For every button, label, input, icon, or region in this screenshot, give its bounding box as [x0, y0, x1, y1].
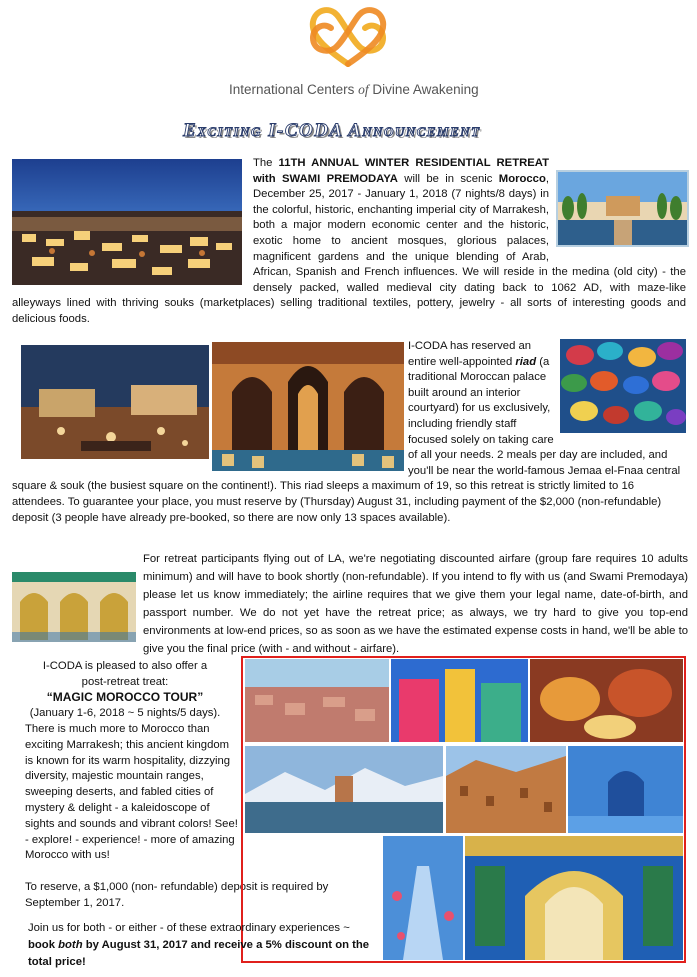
- palace-doors-photo: [12, 572, 136, 642]
- tour-reserve: To reserve, a $1,000 (non- refundable) deposit is required by September 1, 2017.: [25, 881, 329, 909]
- closing-offer: Join us for both - or either - of these extraordinary experiences ~ book both by August 31, 2017 and receive a 5% discount on the total price!: [28, 922, 370, 968]
- announcement-title: Exciting I-CODA Announcement: [183, 120, 481, 141]
- tagine-food-photo: [530, 659, 683, 742]
- blue-alley-photo: [383, 836, 463, 960]
- org-name: International Centers of Divine Awakening: [229, 82, 479, 97]
- mountain-lake-photo: [245, 746, 443, 833]
- logo: [303, 2, 393, 72]
- tour-description: There is much more to Morocco than exciting Marrakesh; this ancient kingdom is known for its warm hospitality, dizzying diversity, majestic mountain ranges, sweeping deserts, and fabled cities of mystery & delight - a kaleidoscope of sights and sounds and vibrant colors! See! - explore! - experience! - more of amazing Morocco with us!: [25, 723, 238, 862]
- riad-description: I-CODA has reserved an entire well-appointed riad (a traditional Moroccan palace built around an interior courtyard) for us exclusively, including friendly staff focused solely on taking care of all your needs. 2 meals per day are included, and you'll be near the world-famous Jemaa el-Fnaa central square & souk (the busiest square on the continent!). This riad sleeps a maximum of 19, so this retreat is strictly limited to 16 attendees. To guarantee your place, you must reserve by (Thursday) August 31, including payment of the $2,000 (non-refundable) deposit (3 people have already pre-booked, so there are now only 13 spaces available).: [12, 340, 681, 524]
- retreat-intro: The 11TH ANNUAL WINTER RESIDENTIAL RETREAT with SWAMI PREMODAYA will be in scenic Morocco, December 25, 2017 - January 1, 2018 (7 nights/8 days) in the colorful, historic, enchanting imperial city of Marrakesh, both a major modern economic center and the historic, exotic home to ancient mosques, glorious palaces, magnificent gardens and the unique blending of Arab, African, Spanish and French influences. We will reside in the medina (old city) - the densely packed, walled medieval city dating back to 1062 AD, with maze-like alleyways lined with thriving souks (marketplaces) selling traditional textiles, pottery, jewelry - all sorts of interesting goods and delicious foods.: [12, 157, 686, 325]
- ornate-gate-photo: [465, 836, 683, 960]
- tour-intro-block: I-CODA is pleased to also offer a post-retreat treat: “MAGIC MOROCCO TOUR” (January 1-6, 2018 ~ 5 nights/5 days).: [10, 659, 240, 721]
- heart-infinity-icon: [303, 2, 393, 72]
- airfare-info: For retreat participants flying out of LA, we're negotiating discounted airfare (group fare requires 10 adults minimum) and will have to book shortly (non-refundable). If you intend to fly with us (and Swami Premodaya) please let us know immediately; the airline requires that we give them your legal name, date-of-birth, and passport number. We do not yet have the retreat price; as always, we try hard to give you top-end environments at low-end prices, so as soon as we have the estimated expense costs in hand, we'll be able to give you the final price (with - and without - airfare).: [143, 553, 688, 655]
- tour-name: “MAGIC MOROCCO TOUR”: [46, 690, 204, 705]
- blue-city-photo: [568, 746, 683, 833]
- colorful-courtyard-photo: [391, 659, 528, 742]
- hillside-town-photo: [245, 659, 389, 742]
- kasbah-village-photo: [446, 746, 566, 833]
